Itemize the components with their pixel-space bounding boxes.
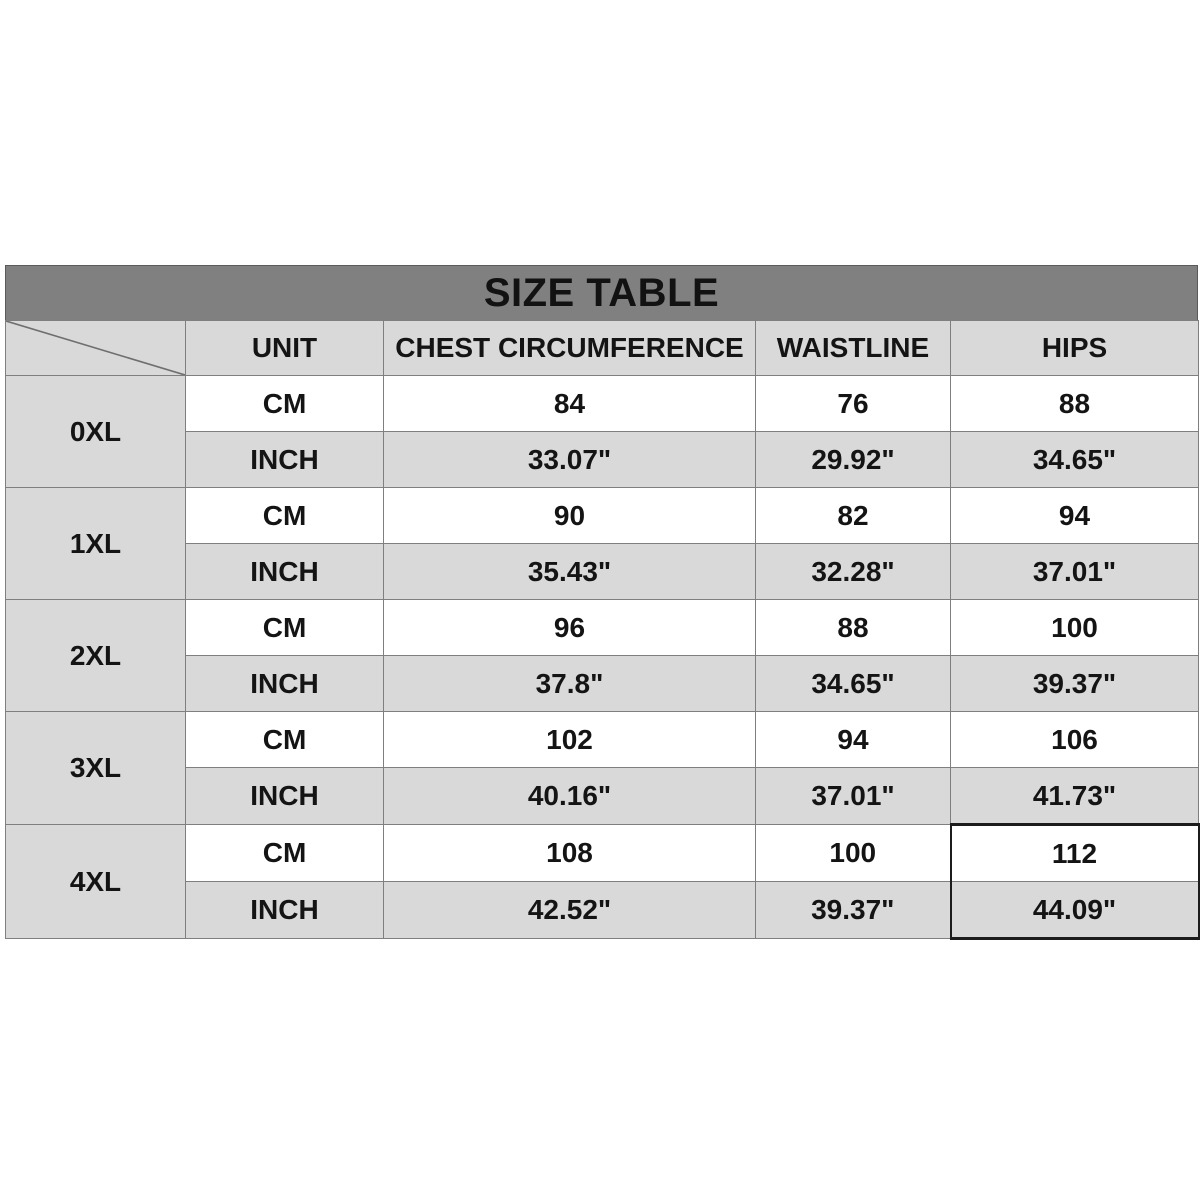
unit-label: CM (186, 712, 384, 768)
size-table-title-bar (5, 265, 1198, 320)
table-row (6, 488, 1199, 544)
measurement-value: 84 (384, 376, 756, 432)
measurement-value: 106 (951, 712, 1199, 768)
measurement-value: 35.43" (384, 544, 756, 600)
measurement-value: 88 (756, 600, 951, 656)
unit-label: INCH (186, 544, 384, 600)
measurement-value: 42.52" (384, 882, 756, 939)
col-header-waist: WAISTLINE (756, 321, 951, 376)
measurement-value: 34.65" (951, 432, 1199, 488)
unit-label: CM (186, 600, 384, 656)
size-label: 0XL (6, 376, 186, 488)
unit-label: INCH (186, 656, 384, 712)
measurement-value: 100 (951, 600, 1199, 656)
size-table-title: SIZE TABLE (483, 270, 720, 315)
col-header-hips: HIPS (951, 321, 1199, 376)
measurement-value: 100 (756, 825, 951, 882)
unit-label: CM (186, 376, 384, 432)
measurement-value: 29.92" (756, 432, 951, 488)
measurement-value: 40.16" (384, 768, 756, 825)
measurement-value: 94 (756, 712, 951, 768)
size-label: 1XL (6, 488, 186, 600)
measurement-value: 39.37" (951, 656, 1199, 712)
measurement-value: 37.8" (384, 656, 756, 712)
measurement-value: 33.07" (384, 432, 756, 488)
table-row (6, 376, 1199, 432)
measurement-value: 94 (951, 488, 1199, 544)
col-header-unit: UNIT (186, 321, 384, 376)
unit-label: INCH (186, 432, 384, 488)
measurement-value: 112 (951, 825, 1199, 882)
table-row (6, 825, 1199, 882)
measurement-value: 90 (384, 488, 756, 544)
unit-label: CM (186, 488, 384, 544)
diagonal-corner-cell (6, 321, 186, 376)
table-row (6, 712, 1199, 768)
measurement-value: 39.37" (756, 882, 951, 939)
measurement-value: 37.01" (756, 768, 951, 825)
measurement-value: 37.01" (951, 544, 1199, 600)
unit-label: INCH (186, 768, 384, 825)
size-label: 2XL (6, 600, 186, 712)
size-label: 4XL (6, 825, 186, 939)
measurement-value: 108 (384, 825, 756, 882)
measurement-value: 76 (756, 376, 951, 432)
measurement-value: 82 (756, 488, 951, 544)
measurement-value: 96 (384, 600, 756, 656)
size-label: 3XL (6, 712, 186, 825)
diagonal-line-icon (6, 321, 185, 375)
size-chart (5, 265, 1198, 940)
unit-label: CM (186, 825, 384, 882)
measurement-value: 102 (384, 712, 756, 768)
table-row (6, 600, 1199, 656)
measurement-value: 88 (951, 376, 1199, 432)
measurement-value: 44.09" (951, 882, 1199, 939)
col-header-chest: CHEST CIRCUMFERENCE (384, 321, 756, 376)
unit-label: INCH (186, 882, 384, 939)
header-row (6, 321, 1199, 376)
measurement-value: 34.65" (756, 656, 951, 712)
measurement-value: 32.28" (756, 544, 951, 600)
size-table (5, 320, 1200, 940)
measurement-value: 41.73" (951, 768, 1199, 825)
